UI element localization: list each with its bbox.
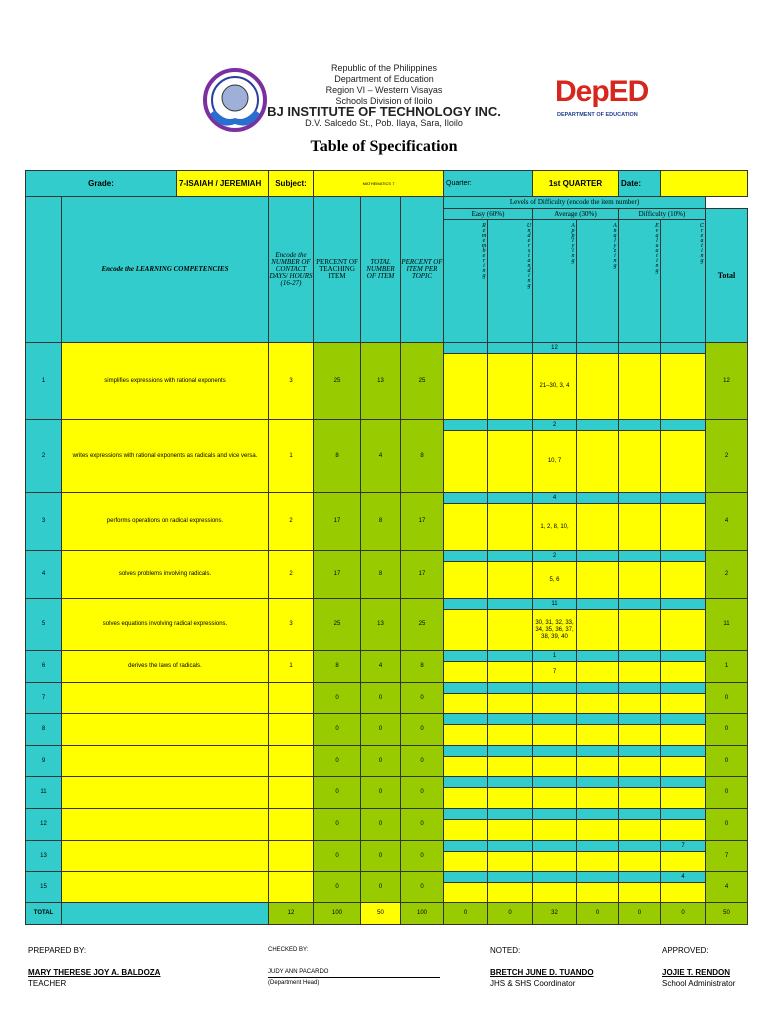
table-row-3-total: 4 (705, 492, 748, 551)
table-row-6-remembering-items (443, 661, 488, 683)
table-row-5-number: 5 (25, 598, 62, 651)
table-row-7-total-items: 0 (360, 682, 401, 714)
table-row-4-analyzing-items (576, 561, 619, 599)
table-row-12-contact-days (268, 840, 314, 872)
levels-of-difficulty-header: Levels of Difficulty (encode the item number) (443, 196, 706, 209)
total-percent-teaching: 100 (313, 902, 361, 925)
table-row-5-contact-days: 3 (268, 598, 314, 651)
table-row-1-total-items: 13 (360, 342, 401, 420)
total-items: 50 (360, 902, 401, 925)
table-row-10-total-items: 0 (360, 776, 401, 809)
table-row-5-remembering-items (443, 609, 488, 651)
table-row-8-creating-items (660, 724, 706, 746)
table-row-2-competency: writes expressions with rational exponents as radicals and vice versa. (61, 419, 269, 493)
signature-title-2: (Department Head) (268, 980, 320, 986)
table-row-1-remembering-items (443, 353, 488, 420)
table-row-13-evaluating-items (618, 882, 661, 903)
grade-label: Grade: (25, 170, 177, 197)
table-row-7-competency (61, 682, 269, 714)
table-row-1-applying-count: 12 (532, 342, 577, 354)
remembering-header: Remembering (443, 219, 488, 343)
subject-label: Subject: (268, 170, 314, 197)
table-row-8-percent-teaching: 0 (313, 713, 361, 746)
table-row-5-total: 11 (705, 598, 748, 651)
table-row-11-evaluating-items (618, 819, 661, 841)
table-row-11-percent-teaching: 0 (313, 808, 361, 841)
table-row-12-analyzing-items (576, 851, 619, 872)
table-row-6-evaluating-items (618, 661, 661, 683)
table-row-9-percent-teaching: 0 (313, 745, 361, 777)
table-row-6-total-items: 4 (360, 650, 401, 683)
date-label: Date: (618, 170, 661, 197)
total-contact-days: 12 (268, 902, 314, 925)
table-row-1-competency: simplifies expressions with rational exponents (61, 342, 269, 420)
table-row-2-applying-items: 10, 7 (532, 430, 577, 493)
table-row-5-percent-topic: 25 (400, 598, 444, 651)
table-row-6-understanding-items (487, 661, 533, 683)
table-row-13-contact-days (268, 871, 314, 903)
table-row-2-total-items: 4 (360, 419, 401, 493)
total-creating: 0 (660, 902, 706, 925)
table-row-6-applying-items: 7 (532, 661, 577, 683)
institution-address: D.V. Salcedo St., Pob. Ilaya, Sara, Iloilo (305, 118, 463, 128)
table-row-2-remembering-items (443, 430, 488, 493)
table-row-8-contact-days (268, 713, 314, 746)
table-row-7-contact-days (268, 682, 314, 714)
table-row-9-applying-items (532, 756, 577, 777)
subject-value: MATHEMATICS 7 (313, 170, 444, 197)
table-row-2-applying-count: 2 (532, 419, 577, 431)
table-row-12-percent-topic: 0 (400, 840, 444, 872)
contact-days-header: Encode the NUMBER OF CONTACT DAYS/ HOURS (16-27) (268, 196, 314, 343)
table-row-8-applying-items (532, 724, 577, 746)
table-row-10-applying-items (532, 787, 577, 809)
table-row-13-competency (61, 871, 269, 903)
table-row-11-remembering-items (443, 819, 488, 841)
table-row-11-competency (61, 808, 269, 841)
difficulty-header: Difficulty (10%) (618, 208, 706, 220)
header-line-2: Department of Education (334, 74, 434, 84)
table-row-6-number: 6 (25, 650, 62, 683)
table-row-10-percent-teaching: 0 (313, 776, 361, 809)
table-row-3-applying-items: 1, 2, 8, 10, (532, 503, 577, 551)
table-row-11-applying-items (532, 819, 577, 841)
deped-logo-subtext: DEPARTMENT OF EDUCATION (557, 112, 638, 118)
row-number-header (25, 196, 62, 343)
table-row-4-creating-items (660, 561, 706, 599)
table-row-3-evaluating-items (618, 503, 661, 551)
table-row-4-total: 2 (705, 550, 748, 599)
table-row-9-creating-items (660, 756, 706, 777)
table-row-3-analyzing-items (576, 503, 619, 551)
table-row-11-analyzing-items (576, 819, 619, 841)
table-row-5-understanding-items (487, 609, 533, 651)
table-row-8-remembering-items (443, 724, 488, 746)
table-row-9-contact-days (268, 745, 314, 777)
table-row-10-competency (61, 776, 269, 809)
table-row-13-number: 15 (25, 871, 62, 903)
table-row-3-percent-topic: 17 (400, 492, 444, 551)
creating-header: Creating (660, 219, 706, 343)
table-row-8-understanding-items (487, 724, 533, 746)
table-row-9-total: 0 (705, 745, 748, 777)
table-row-9-number: 9 (25, 745, 62, 777)
average-header: Average (30%) (532, 208, 619, 220)
understanding-header: Understanding (487, 219, 533, 343)
table-row-10-total: 0 (705, 776, 748, 809)
table-row-2-number: 2 (25, 419, 62, 493)
table-row-11-understanding-items (487, 819, 533, 841)
total-percent-topic: 100 (400, 902, 444, 925)
table-row-11-contact-days (268, 808, 314, 841)
table-row-11-percent-topic: 0 (400, 808, 444, 841)
table-row-2-creating-items (660, 430, 706, 493)
table-row-10-evaluating-items (618, 787, 661, 809)
table-row-8-total: 0 (705, 713, 748, 746)
table-row-12-number: 13 (25, 840, 62, 872)
table-row-3-total-items: 8 (360, 492, 401, 551)
table-row-10-understanding-items (487, 787, 533, 809)
grade-value: 7-ISAIAH / JEREMIAH (176, 170, 269, 197)
table-row-5-percent-teaching: 25 (313, 598, 361, 651)
signature-name-3: BRETCH JUNE D. TUANDO (490, 968, 594, 977)
table-row-6-percent-teaching: 8 (313, 650, 361, 683)
header-line-4: Schools Division of Iloilo (335, 96, 433, 106)
table-row-13-percent-topic: 0 (400, 871, 444, 903)
table-row-6-competency: derives the laws of radicals. (61, 650, 269, 683)
table-row-12-total: 7 (705, 840, 748, 872)
table-row-12-creating-items (660, 851, 706, 872)
table-row-9-remembering-items (443, 756, 488, 777)
table-row-11-number: 12 (25, 808, 62, 841)
table-row-7-total: 0 (705, 682, 748, 714)
table-row-7-percent-teaching: 0 (313, 682, 361, 714)
table-row-13-total: 4 (705, 871, 748, 903)
percent-teaching-header: PERCENT OF TEACHING ITEM (313, 196, 361, 343)
table-row-13-analyzing-items (576, 882, 619, 903)
table-row-7-evaluating-items (618, 693, 661, 714)
date-value (660, 170, 748, 197)
table-row-10-contact-days (268, 776, 314, 809)
quarter-value: 1st QUARTER (532, 170, 619, 197)
table-row-9-evaluating-items (618, 756, 661, 777)
table-row-13-percent-teaching: 0 (313, 871, 361, 903)
table-row-2-evaluating-items (618, 430, 661, 493)
table-row-4-contact-days: 2 (268, 550, 314, 599)
table-row-2-analyzing-items (576, 430, 619, 493)
table-row-1-applying-items: 21–30, 3, 4 (532, 353, 577, 420)
table-row-5-applying-items: 30, 31, 32, 33, 34, 35, 36, 37, 38, 39, 40 (532, 609, 577, 651)
table-row-10-remembering-items (443, 787, 488, 809)
signature-name-2: JUDY ANN PACARDO (268, 969, 329, 975)
table-row-2-percent-topic: 8 (400, 419, 444, 493)
checked-by-signature-line (268, 977, 440, 978)
table-row-1-total: 12 (705, 342, 748, 420)
table-row-9-competency (61, 745, 269, 777)
signature-title-1: TEACHER (28, 979, 67, 988)
total-evaluating: 0 (618, 902, 661, 925)
table-row-8-evaluating-items (618, 724, 661, 746)
competencies-header: Encode the LEARNING COMPETENCIES (61, 196, 269, 343)
table-row-5-applying-count: 11 (532, 598, 577, 610)
table-row-9-analyzing-items (576, 756, 619, 777)
table-row-5-competency: solves equations involving radical expressions. (61, 598, 269, 651)
table-row-9-percent-topic: 0 (400, 745, 444, 777)
table-row-8-total-items: 0 (360, 713, 401, 746)
evaluating-header: Evaluating (618, 219, 661, 343)
signature-title-3: JHS & SHS Coordinator (490, 979, 576, 988)
table-row-12-understanding-items (487, 851, 533, 872)
table-row-6-applying-count: 1 (532, 650, 577, 662)
table-row-1-creating-items (660, 353, 706, 420)
table-row-5-evaluating-items (618, 609, 661, 651)
table-row-12-competency (61, 840, 269, 872)
table-row-7-creating-items (660, 693, 706, 714)
table-row-3-creating-items (660, 503, 706, 551)
table-row-3-understanding-items (487, 503, 533, 551)
table-row-3-percent-teaching: 17 (313, 492, 361, 551)
table-row-3-remembering-items (443, 503, 488, 551)
table-row-10-percent-topic: 0 (400, 776, 444, 809)
total-items-header: TOTAL NUMBER OF ITEM (360, 196, 401, 343)
table-row-7-understanding-items (487, 693, 533, 714)
table-row-6-creating-items (660, 661, 706, 683)
table-row-4-percent-teaching: 17 (313, 550, 361, 599)
table-row-8-competency (61, 713, 269, 746)
table-row-9-total-items: 0 (360, 745, 401, 777)
table-row-5-analyzing-items (576, 609, 619, 651)
header-line-1: Republic of the Philippines (330, 63, 438, 73)
signature-role-4: APPROVED: (662, 946, 709, 955)
quarter-label: Quarter: (443, 170, 533, 197)
signature-role-2: CHECKED BY: (268, 947, 309, 953)
table-row-2-percent-teaching: 8 (313, 419, 361, 493)
table-row-4-total-items: 8 (360, 550, 401, 599)
table-row-12-total-items: 0 (360, 840, 401, 872)
table-row-4-percent-topic: 17 (400, 550, 444, 599)
table-row-2-understanding-items (487, 430, 533, 493)
total-row-label: TOTAL (25, 902, 62, 925)
table-row-3-contact-days: 2 (268, 492, 314, 551)
table-row-1-percent-teaching: 25 (313, 342, 361, 420)
table-row-3-number: 3 (25, 492, 62, 551)
table-row-3-applying-count: 4 (532, 492, 577, 504)
table-row-5-total-items: 13 (360, 598, 401, 651)
signature-title-4: School Administrator (662, 979, 736, 988)
table-row-13-applying-items (532, 882, 577, 903)
signature-role-1: PREPARED BY: (28, 946, 87, 955)
table-row-6-total: 1 (705, 650, 748, 683)
table-row-12-remembering-items (443, 851, 488, 872)
table-row-12-evaluating-items (618, 851, 661, 872)
institution-name: BJ INSTITUTE OF TECHNOLOGY INC. (267, 104, 501, 119)
total-analyzing: 0 (576, 902, 619, 925)
table-row-7-remembering-items (443, 693, 488, 714)
table-row-11-total-items: 0 (360, 808, 401, 841)
table-row-13-creating-count: 4 (660, 871, 706, 883)
deped-logo-text: DepED (555, 75, 649, 108)
percent-topic-header: PERCENT OF ITEM PER TOPIC (400, 196, 444, 343)
table-row-4-competency: solves problems involving radicals. (61, 550, 269, 599)
analyzing-header: Analyzing (576, 219, 619, 343)
table-row-7-analyzing-items (576, 693, 619, 714)
total-applying: 32 (532, 902, 577, 925)
page-title: Table of Specification (310, 138, 458, 155)
table-row-1-number: 1 (25, 342, 62, 420)
total-header: Total (705, 208, 748, 343)
applying-header: Applying (532, 219, 577, 343)
table-row-1-contact-days: 3 (268, 342, 314, 420)
table-row-5-creating-items (660, 609, 706, 651)
table-row-8-number: 8 (25, 713, 62, 746)
table-row-4-applying-items: 5, 6 (532, 561, 577, 599)
total-row-competency (61, 902, 269, 925)
signature-role-3: NOTED: (490, 946, 521, 955)
table-row-3-competency: performs operations on radical expressions. (61, 492, 269, 551)
table-row-12-percent-teaching: 0 (313, 840, 361, 872)
table-row-7-applying-items (532, 693, 577, 714)
table-row-4-remembering-items (443, 561, 488, 599)
table-row-8-analyzing-items (576, 724, 619, 746)
header-line-3: Region VI – Western Visayas (325, 85, 443, 95)
table-row-2-total: 2 (705, 419, 748, 493)
table-row-6-analyzing-items (576, 661, 619, 683)
table-row-12-creating-count: 7 (660, 840, 706, 852)
table-row-7-number: 7 (25, 682, 62, 714)
grand-total: 50 (705, 902, 748, 925)
easy-header: Easy (60%) (443, 208, 533, 220)
table-row-1-evaluating-items (618, 353, 661, 420)
signature-name-1: MARY THERESE JOY A. BALDOZA (28, 968, 161, 977)
table-row-1-percent-topic: 25 (400, 342, 444, 420)
table-row-12-applying-items (532, 851, 577, 872)
table-row-4-evaluating-items (618, 561, 661, 599)
table-row-13-creating-items (660, 882, 706, 903)
table-row-11-creating-items (660, 819, 706, 841)
table-row-13-understanding-items (487, 882, 533, 903)
table-row-7-percent-topic: 0 (400, 682, 444, 714)
table-row-11-total: 0 (705, 808, 748, 841)
table-row-4-understanding-items (487, 561, 533, 599)
total-understanding: 0 (487, 902, 533, 925)
table-row-1-understanding-items (487, 353, 533, 420)
table-row-10-analyzing-items (576, 787, 619, 809)
table-row-9-understanding-items (487, 756, 533, 777)
table-row-4-number: 4 (25, 550, 62, 599)
table-row-6-contact-days: 1 (268, 650, 314, 683)
signature-name-4: JOJIE T. RENDON (662, 968, 731, 977)
table-row-10-number: 11 (25, 776, 62, 809)
table-row-2-contact-days: 1 (268, 419, 314, 493)
table-row-4-applying-count: 2 (532, 550, 577, 562)
table-row-1-analyzing-items (576, 353, 619, 420)
table-row-6-percent-topic: 8 (400, 650, 444, 683)
table-row-10-creating-items (660, 787, 706, 809)
table-row-13-total-items: 0 (360, 871, 401, 903)
table-row-8-percent-topic: 0 (400, 713, 444, 746)
table-row-13-remembering-items (443, 882, 488, 903)
total-remembering: 0 (443, 902, 488, 925)
